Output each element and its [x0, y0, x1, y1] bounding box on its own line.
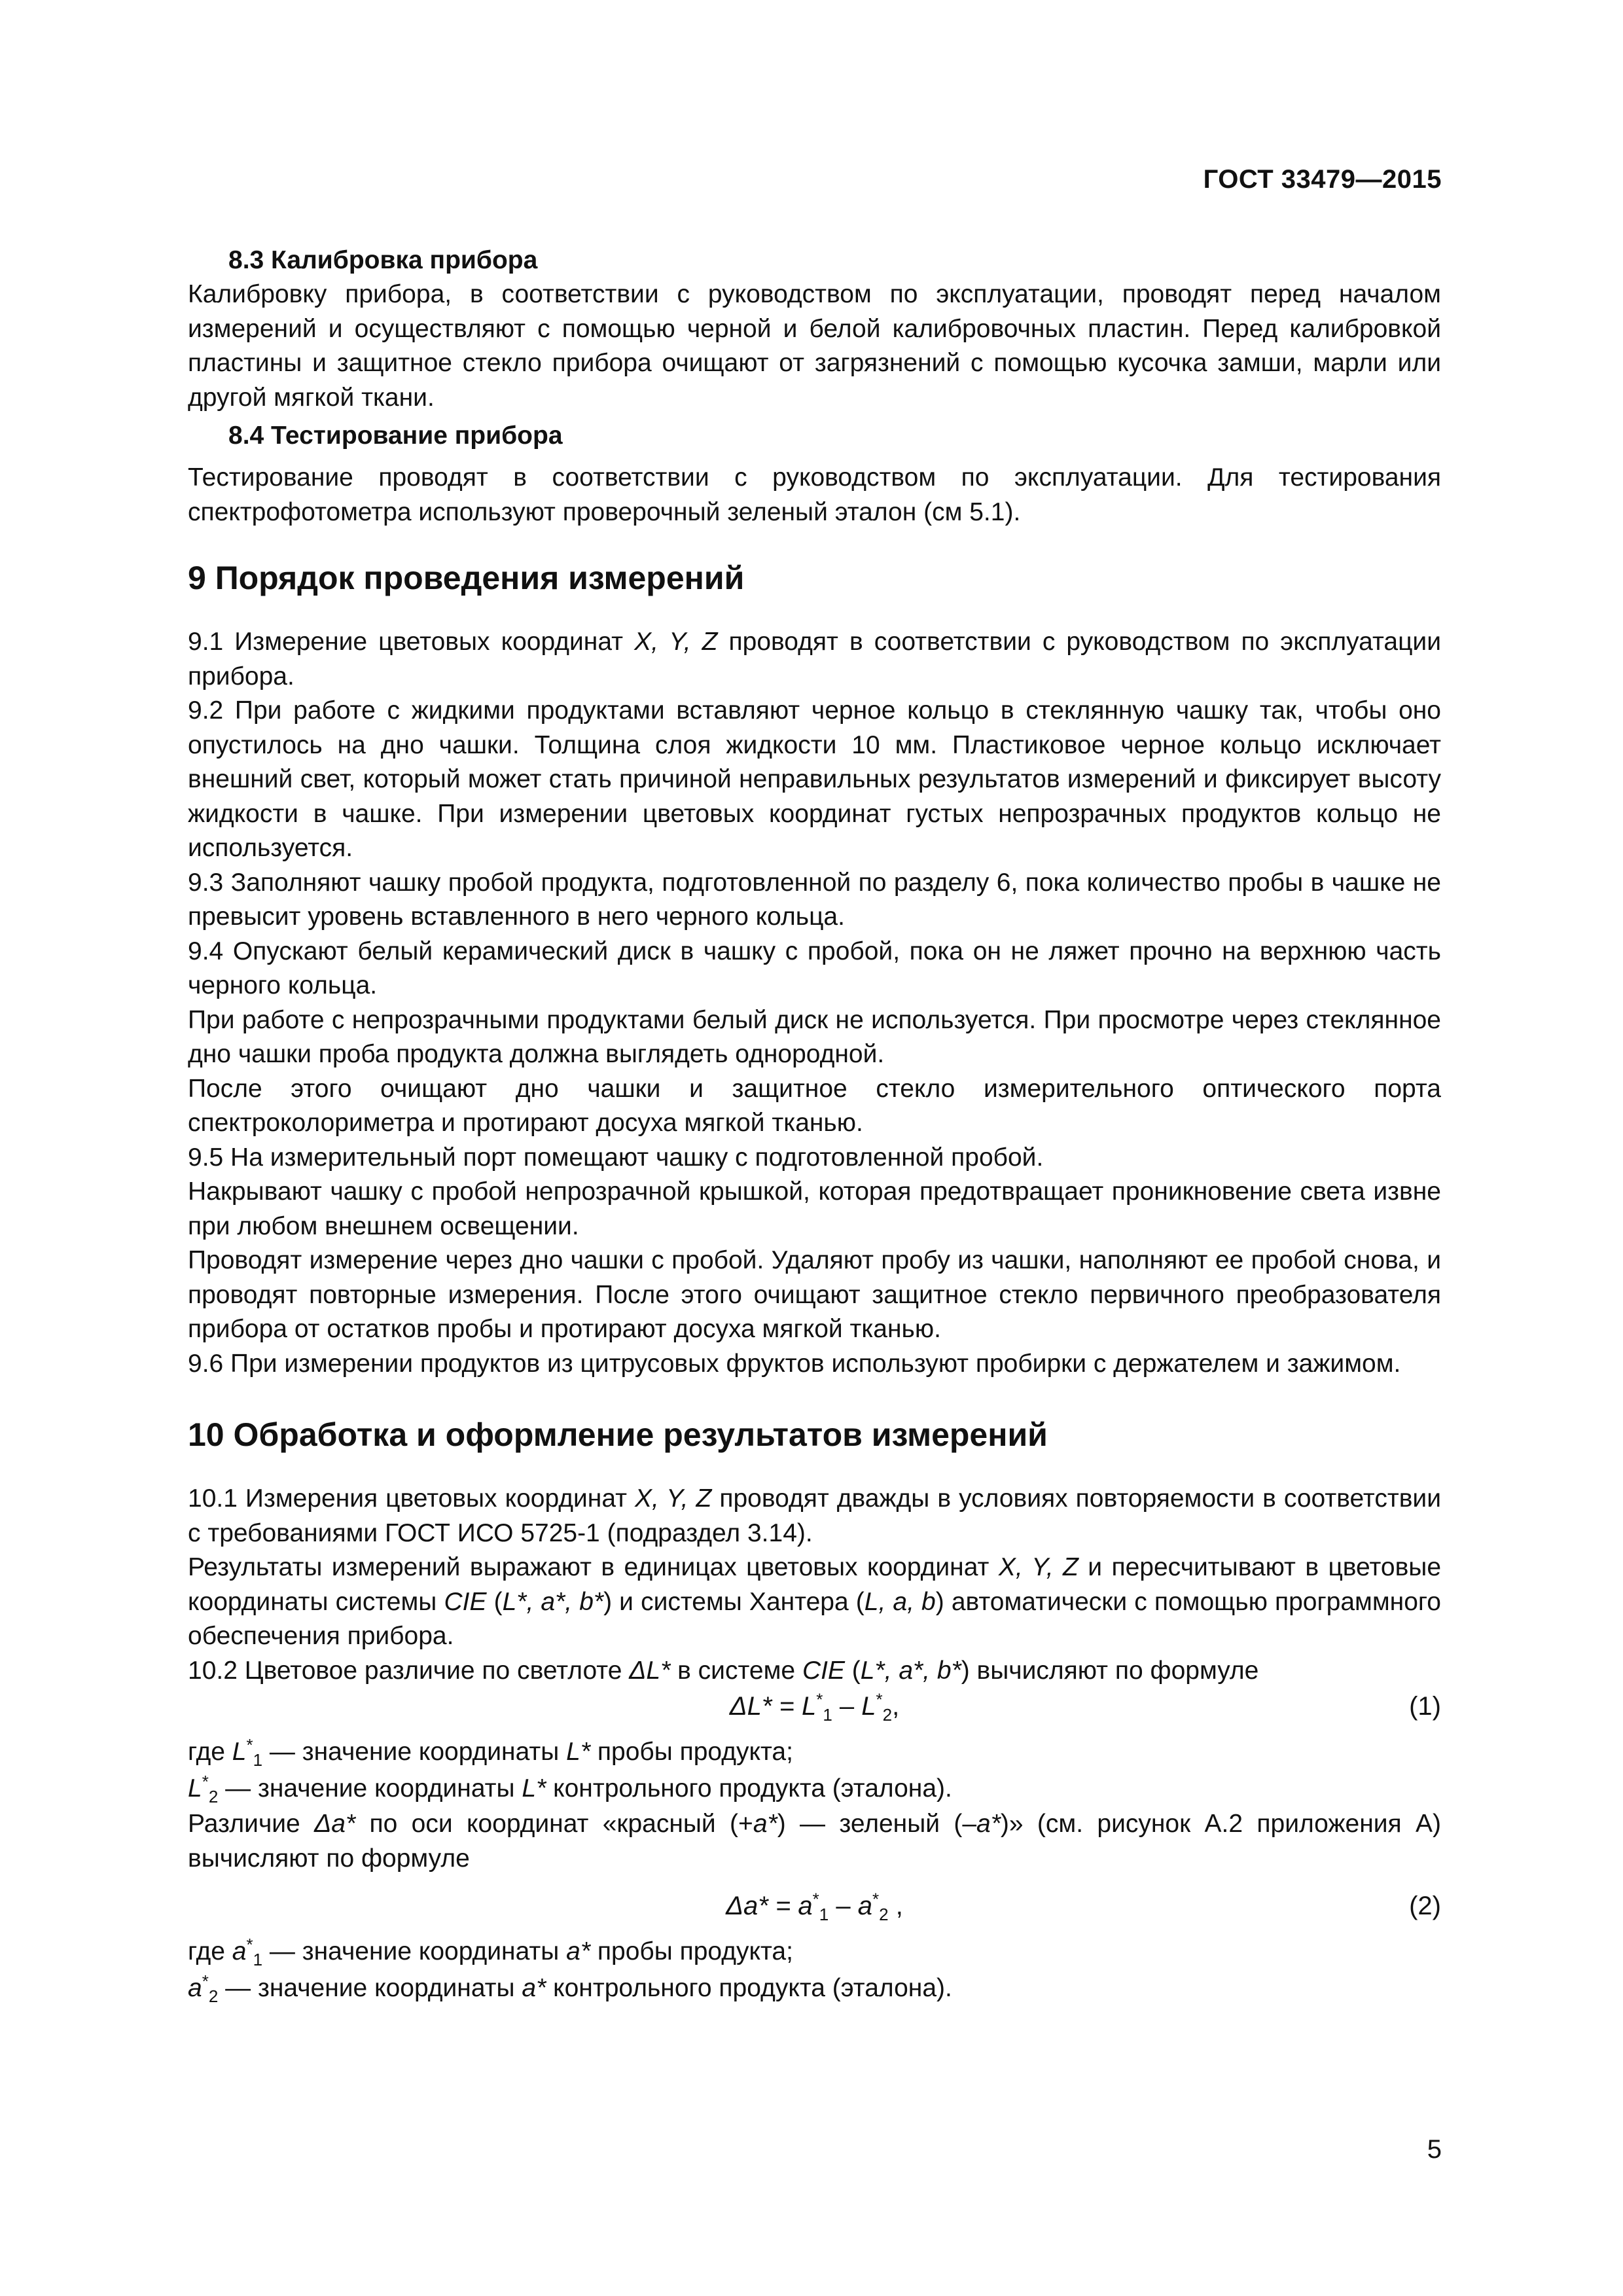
para-9-3: 9.3 Заполняют чашку пробой продукта, подготовленной по разделу 6, пока количество пробы в чашке не превысит уровень вставленного в него черного кольца. — [188, 868, 1441, 931]
where-l1: где $L^*_1$ — значение координаты L* пробы продукта; — [188, 1735, 793, 1770]
page-number: 5 — [1427, 2135, 1442, 2164]
formula-1 — [188, 1688, 1441, 1734]
document-id-header: ГОСТ 33479—2015 — [1203, 165, 1442, 194]
para-9-1: 9.1 Измерение цветовых координат X, Y, Z проводят в соответствии с руководством по эксплуатации прибора. — [188, 628, 1442, 691]
para-10-1-results: Результаты измерений выражают в единицах цветовых координат X, Y, Z и пересчитывают в цветовые координаты системы CIE (L*, a*, b*) и системы Хантера (L, a, b) автоматически с помощью программного обеспечения прибора. — [188, 1553, 1442, 1650]
formula-1-number: (1) — [1409, 1692, 1441, 1721]
where-a2: $a^*_2$ — значение координаты a* контрольного продукта (эталона). — [188, 1971, 952, 2006]
para-9-4-cleaning: После этого очищают дно чашки и защитное стекло измерительного оптического порта спектроколориметра и протирают досуха мягкой тканью. — [188, 1074, 1441, 1137]
para-10-2: 10.2 Цветовое различие по светлоте ΔL* в системе CIE (L*, a*, b*) вычисляют по формуле — [188, 1656, 1259, 1685]
formula-1-expression: $\Delta L* = L^*_1 - L^*_2$, — [729, 1689, 900, 1725]
where-l2: $L^*_2$ — значение координаты L* контрольного продукта (эталона). — [188, 1772, 952, 1806]
section-8-3-heading: 8.3 Калибровка прибора — [228, 246, 538, 274]
para-9-5: 9.5 На измерительный порт помещают чашку с подготовленной пробой. — [188, 1143, 1044, 1172]
para-delta-a: Различие Δa* по оси координат «красный (+a*) — зеленый (–a*)» (см. рисунок А.2 приложения А) вычисляют по формуле — [188, 1810, 1441, 1873]
formula-2 — [188, 1888, 1441, 1933]
section-8-4-text: Тестирование проводят в соответствии с руководством по эксплуатации. Для тестирования спектрофотометра используют проверочный зеленый эталон (см 5.1). — [188, 463, 1441, 526]
formula-2-number: (2) — [1409, 1892, 1441, 1920]
section-8-4-heading: 8.4 Тестирование прибора — [228, 422, 563, 450]
para-10-1: 10.1 Измерения цветовых координат X, Y, Z проводят дважды в условиях повторяемости в соответствии с требованиями ГОСТ ИСО 5725-1 (подраздел 3.14). — [188, 1484, 1441, 1547]
section-10-heading: 10 Обработка и оформление результатов измерений — [188, 1416, 1048, 1453]
section-9-heading: 9 Порядок проведения измерений — [188, 560, 745, 596]
where-a1: где $a^*_1$ — значение координаты a* пробы продукта; — [188, 1935, 793, 1969]
para-9-2: 9.2 При работе с жидкими продуктами вставляют черное кольцо в стеклянную чашку так, чтобы оно опустилось на дно чашки. Толщина слоя жидкости 10 мм. Пластиковое черное кольцо исключает внешний свет, который может стать причиной неправильных результатов измерений и фиксирует высоту жидкости в чашке. При измерении цветовых координат густых непрозрачных продуктов кольцо не используется. — [188, 696, 1441, 862]
section-8-3-text: Калибровку прибора, в соответствии с руководством по эксплуатации, проводят перед началом измерений и осуществляют с помощью черной и белой калибровочных пластин. Перед калибровкой пластины и защитное стекло прибора очищают от загрязнений с помощью кусочка замши, марли или другой мягкой ткани. — [188, 280, 1441, 412]
para-9-5-measure: Проводят измерение через дно чашки с пробой. Удаляют пробу из чашки, наполняют ее пробой снова, и проводят повторные измерения. После этого очищают защитное стекло первичного преобразователя прибора от остатков пробы и протирают досуха мягкой тканью. — [188, 1246, 1441, 1343]
para-9-4: 9.4 Опускают белый керамический диск в чашку с пробой, пока он не ляжет прочно на верхнюю часть черного кольца. — [188, 937, 1441, 999]
page-content — [188, 230, 1441, 2007]
para-9-4-opaque: При работе с непрозрачными продуктами белый диск не используется. При просмотре через стеклянное дно чашки проба продукта должна выглядеть однородной. — [188, 1005, 1441, 1068]
para-9-5-cover: Накрывают чашку с пробой непрозрачной крышкой, которая предотвращает проникновение света извне при любом внешнем освещении. — [188, 1177, 1441, 1240]
formula-2-expression: $\Delta a* = a^*_1 - a^*_2$ , — [726, 1889, 903, 1924]
para-9-6: 9.6 При измерении продуктов из цитрусовых фруктов используют пробирки с держателем и зажимом. — [188, 1349, 1401, 1378]
